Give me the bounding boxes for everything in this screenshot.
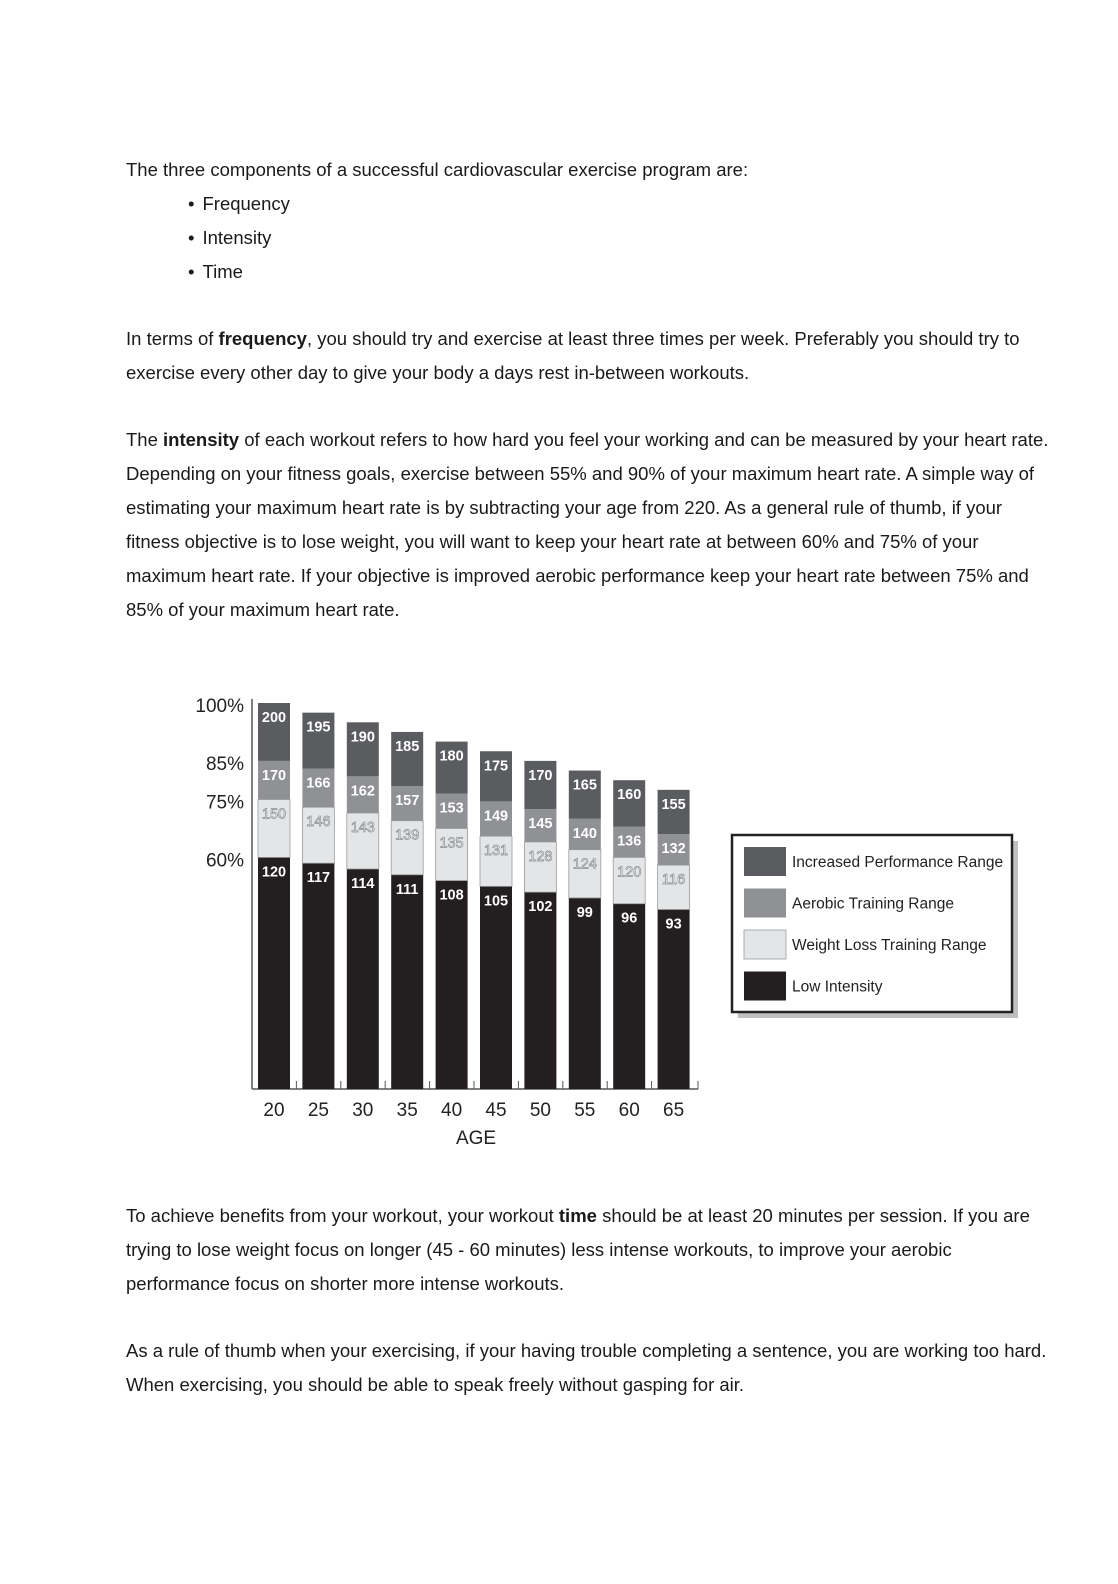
data-label: 146 — [306, 814, 331, 831]
data-label: 190 — [350, 729, 375, 746]
legend-label: Weight Loss Training Range — [792, 937, 987, 954]
data-label: 149 — [483, 808, 509, 825]
data-label: 93 — [665, 916, 682, 933]
bar-segment-low-intensity — [480, 886, 512, 1089]
bar-segment-low-intensity — [347, 869, 379, 1089]
data-label: 170 — [528, 767, 553, 784]
list-item: • Time — [188, 255, 290, 289]
bar-segment-low-intensity — [258, 857, 290, 1089]
data-label: 195 — [306, 719, 331, 736]
bar-segment-low-intensity — [302, 863, 334, 1089]
intensity-paragraph — [126, 423, 1056, 627]
legend-label: Low Intensity — [792, 978, 883, 996]
list-item: • Frequency — [188, 187, 290, 221]
data-label: 170 — [261, 767, 287, 784]
x-tick-label: 35 — [396, 1100, 418, 1121]
data-label: 135 — [439, 835, 464, 852]
bold-term: frequency — [218, 328, 307, 349]
data-label: 102 — [528, 899, 553, 916]
data-label: 185 — [395, 738, 420, 755]
y-tick-label: 75% — [205, 792, 244, 814]
legend-label: Aerobic Training Range — [792, 895, 954, 913]
paragraph-text: should be at least 20 minutes per session. If you are trying to lose weight focus on longer (45 - 60 minutes) less intense workouts, to improve your aerobic performance focus on shorter more intense workouts. — [126, 1205, 1030, 1294]
legend-swatch — [744, 930, 786, 959]
bar-segment-low-intensity — [391, 875, 423, 1089]
legend-swatch — [744, 889, 786, 918]
data-label: 162 — [350, 783, 375, 800]
bar-segment-low-intensity — [524, 892, 556, 1089]
bold-term: time — [558, 1205, 597, 1226]
data-label: 175 — [483, 758, 509, 775]
x-tick-label: 30 — [352, 1100, 374, 1121]
data-label: 108 — [439, 887, 464, 904]
data-label: 136 — [617, 833, 642, 850]
x-tick-label: 40 — [441, 1100, 463, 1121]
bold-term: intensity — [163, 429, 240, 450]
data-label: 150 — [261, 806, 287, 823]
data-label: 139 — [395, 827, 420, 844]
data-label: 105 — [483, 893, 509, 910]
list-item: • Intensity — [188, 221, 290, 255]
bar-segment-low-intensity — [658, 910, 690, 1089]
data-label: 114 — [351, 875, 375, 892]
rule-of-thumb-paragraph: As a rule of thumb when your exercising, if your having trouble completing a sentence, you are working too hard. When exercising, you should be able to speak freely without gasping for air. — [126, 1340, 1047, 1395]
data-label: 124 — [572, 856, 597, 873]
y-tick-label: 85% — [205, 753, 244, 775]
paragraph-text: In terms of — [126, 328, 219, 349]
data-label: 96 — [621, 910, 638, 927]
data-label: 180 — [439, 748, 464, 765]
x-tick-label: 45 — [485, 1100, 507, 1121]
legend-label: Increased Performance Range — [792, 854, 1004, 871]
data-label: 131 — [483, 843, 509, 860]
time-paragraph — [126, 1199, 1056, 1301]
x-tick-label: 60 — [618, 1100, 640, 1121]
data-label: 157 — [395, 792, 420, 809]
x-axis-title: AGE — [455, 1128, 497, 1149]
data-label: 155 — [661, 796, 686, 813]
bar-segment-low-intensity — [436, 881, 468, 1089]
paragraph-text: The — [126, 429, 164, 450]
x-tick-label: 55 — [574, 1100, 596, 1121]
data-label: 132 — [661, 841, 686, 858]
paragraph-text: of each workout refers to how hard you feel your working and can be measured by your heart rate. Depending on your fitness goals, exercise between 55% and 90% of your maximum heart rate. A simple way of estimating your maximum heart rate is by subtracting your age from 220. As a general rule of thumb, if your fitness objective is to lose weight, you will want to keep your heart rate at between 60% and 75% of your maximum heart rate. If your objective is improved aerobic performance keep your heart rate between 75% and 85% of your maximum heart rate. — [126, 429, 1049, 620]
paragraph-text: To achieve benefits from your workout, your workout — [126, 1205, 559, 1226]
data-label: 140 — [572, 825, 597, 842]
bar-segment-low-intensity — [569, 898, 601, 1089]
data-label: 117 — [306, 870, 331, 887]
paragraph-text: , you should try and exercise at least three times per week. Preferably you should try to exercise every other day to give your body a days rest in-between workouts. — [126, 328, 1020, 383]
x-tick-label: 25 — [307, 1100, 329, 1121]
data-label: 143 — [350, 820, 375, 837]
data-label: 165 — [572, 777, 597, 794]
x-tick-label: 65 — [663, 1100, 685, 1121]
intro-text: The three components of a successful cardiovascular exercise program are: — [126, 159, 749, 180]
x-tick-label: 20 — [263, 1100, 285, 1121]
components-list — [188, 187, 290, 289]
legend-swatch — [744, 847, 786, 876]
y-tick-label: 100% — [195, 696, 244, 717]
data-label: 160 — [617, 787, 642, 804]
data-label: 128 — [528, 848, 553, 865]
data-label: 120 — [617, 864, 642, 881]
legend-swatch — [744, 972, 786, 1001]
data-label: 111 — [395, 881, 419, 898]
bar-segment-low-intensity — [613, 904, 645, 1089]
data-label: 120 — [261, 864, 287, 881]
data-label: 99 — [576, 904, 593, 921]
y-tick-label: 60% — [205, 850, 244, 872]
data-label: 145 — [528, 816, 553, 833]
data-label: 153 — [439, 800, 464, 817]
heart-rate-chart — [180, 685, 1060, 1165]
x-tick-label: 50 — [529, 1100, 551, 1121]
data-label: 200 — [261, 710, 287, 726]
data-label: 166 — [306, 775, 331, 792]
data-label: 116 — [662, 872, 686, 889]
frequency-paragraph — [126, 322, 1056, 390]
